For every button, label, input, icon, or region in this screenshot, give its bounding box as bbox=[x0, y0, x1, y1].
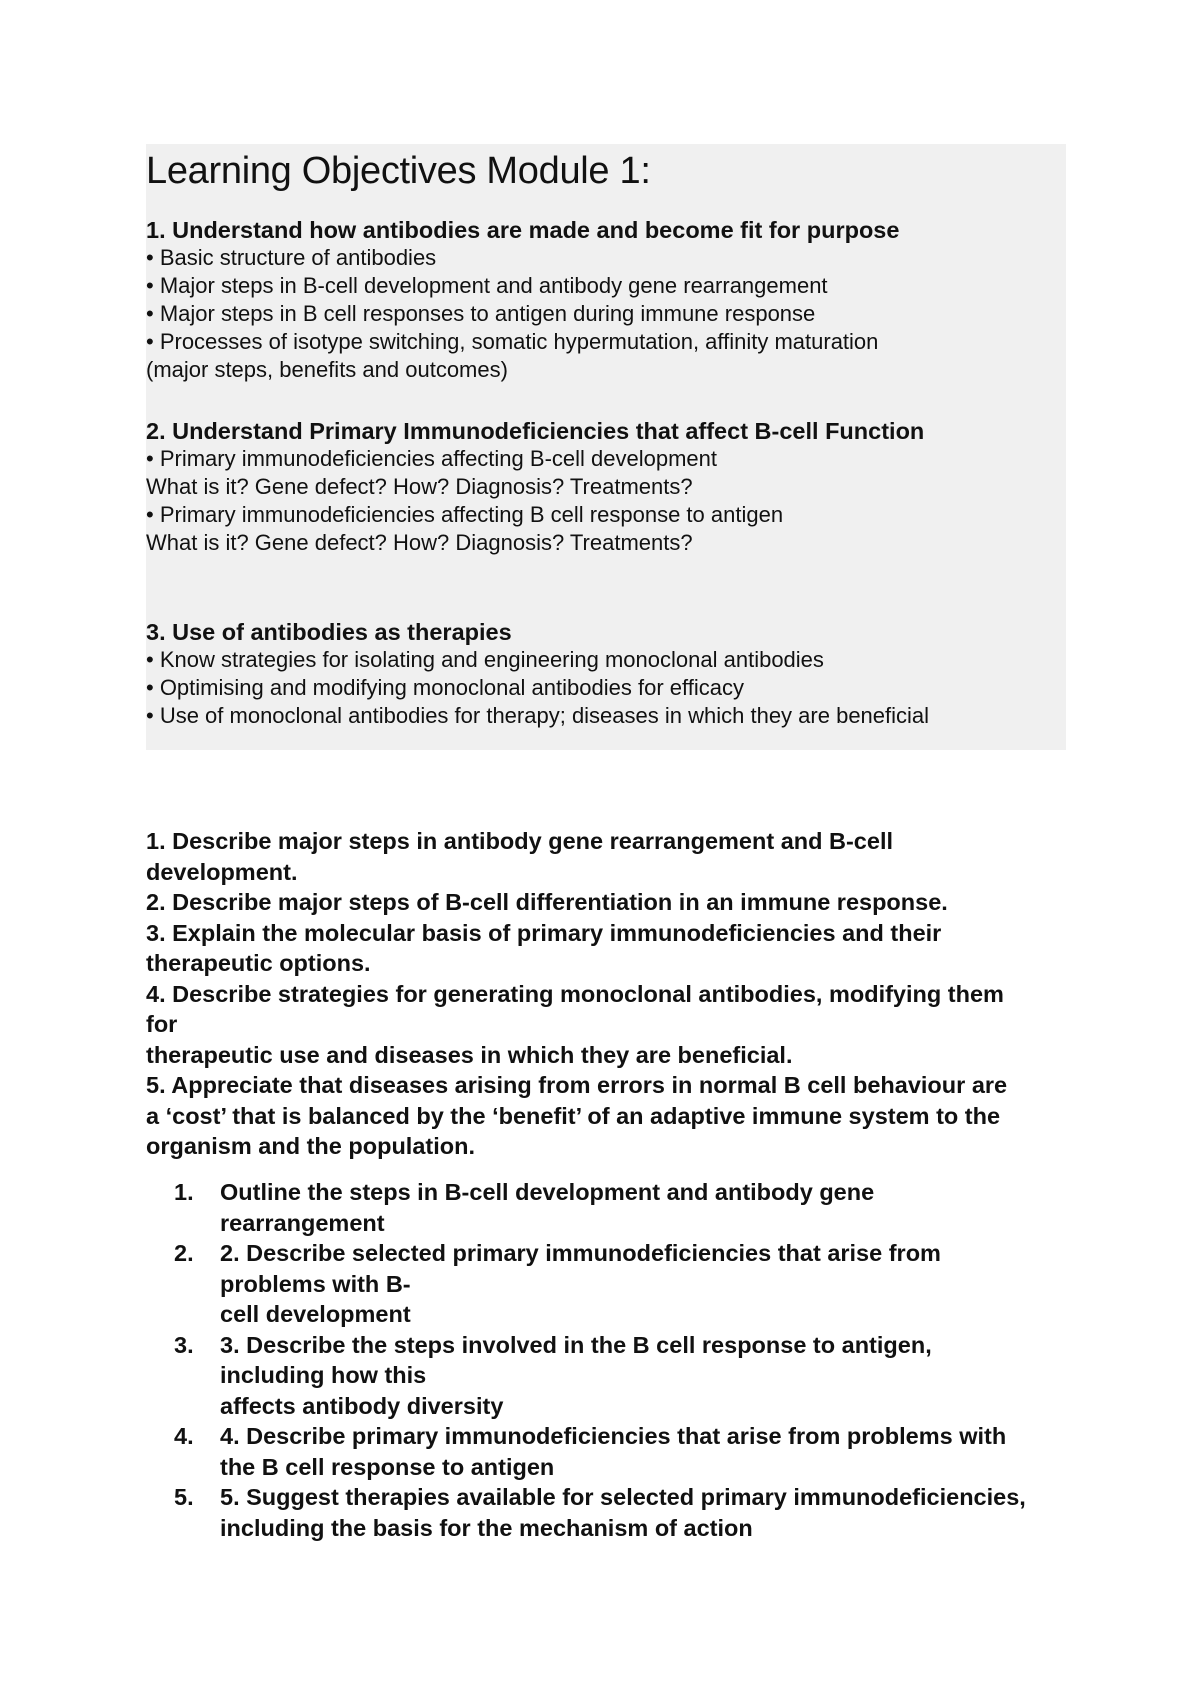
list-item-line: Outline the steps in B-cell development and antibody gene bbox=[220, 1179, 875, 1205]
section-3 bbox=[146, 618, 1061, 730]
bullet-line: • Major steps in B-cell development and antibody gene rearrangement bbox=[146, 273, 828, 298]
list-item-line: 4. Describe primary immunodeficiencies that arise from problems with bbox=[220, 1423, 1007, 1449]
bullet-line: • Use of monoclonal antibodies for therapy; diseases in which they are beneficial bbox=[146, 703, 930, 728]
list-item-line: 2. Describe selected primary immunodeficiencies that arise from bbox=[220, 1240, 941, 1266]
section-heading: 1. Understand how antibodies are made and become fit for purpose bbox=[146, 217, 900, 243]
section-heading: 2. Understand Primary Immunodeficiencies that affect B-cell Function bbox=[146, 418, 925, 444]
list-item-line: the B cell response to antigen bbox=[220, 1453, 555, 1480]
list-item-line: including the basis for the mechanism of action bbox=[220, 1514, 753, 1541]
list-item-line: affects antibody diversity bbox=[220, 1392, 504, 1419]
section-heading: 3. Use of antibodies as therapies bbox=[146, 619, 512, 645]
list-item-line: including how this bbox=[220, 1362, 427, 1388]
list-number: 5. bbox=[174, 1484, 194, 1510]
objective-line: 1. Describe major steps in antibody gene rearrangement and B-cell bbox=[146, 828, 894, 854]
objective-line: development. bbox=[146, 858, 298, 885]
section-2 bbox=[146, 417, 1061, 557]
bullet-line: What is it? Gene defect? How? Diagnosis? Treatments? bbox=[146, 530, 693, 555]
list-number: 4. bbox=[174, 1423, 194, 1449]
bullet-line: What is it? Gene defect? How? Diagnosis? Treatments? bbox=[146, 474, 693, 499]
list-item-line: cell development bbox=[220, 1301, 411, 1327]
objective-line: 4. Describe strategies for generating monoclonal antibodies, modifying them bbox=[146, 980, 1004, 1007]
list-number: 1. bbox=[174, 1179, 194, 1205]
list-item bbox=[146, 1177, 1066, 1238]
list-item bbox=[146, 1238, 1066, 1330]
objective-line: for bbox=[146, 1011, 178, 1037]
list-item-line: rearrangement bbox=[220, 1209, 385, 1236]
page-title: Learning Objectives Module 1: bbox=[146, 150, 651, 192]
objective-line: therapeutic options. bbox=[146, 950, 371, 976]
objective-line: organism and the population. bbox=[146, 1133, 475, 1159]
bullet-line: • Optimising and modifying monoclonal antibodies for efficacy bbox=[146, 675, 744, 700]
list-item-line: 3. Describe the steps involved in the B cell response to antigen, bbox=[220, 1331, 932, 1358]
section-1 bbox=[146, 216, 1061, 384]
list-number: 2. bbox=[174, 1240, 194, 1266]
list-item bbox=[146, 1482, 1066, 1543]
bullet-line: • Primary immunodeficiencies affecting B-cell development bbox=[146, 446, 717, 471]
bullet-line: • Know strategies for isolating and engineering monoclonal antibodies bbox=[146, 647, 824, 672]
bullet-line: • Processes of isotype switching, somatic hypermutation, affinity maturation bbox=[146, 329, 879, 354]
learning-objectives-box bbox=[146, 148, 1061, 730]
objective-line: 2. Describe major steps of B-cell differentiation in an immune response. bbox=[146, 889, 948, 915]
list-item bbox=[146, 1421, 1066, 1482]
objective-line: 3. Explain the molecular basis of primary immunodeficiencies and their bbox=[146, 919, 942, 946]
bullet-line: • Basic structure of antibodies bbox=[146, 245, 437, 270]
list-item-line: 5. Suggest therapies available for selected primary immunodeficiencies, bbox=[220, 1484, 1026, 1510]
numbered-objectives bbox=[146, 826, 1066, 1162]
objective-line: 5. Appreciate that diseases arising from errors in normal B cell behaviour are bbox=[146, 1072, 1008, 1098]
bullet-line: • Major steps in B cell responses to antigen during immune response bbox=[146, 301, 816, 326]
bullet-line: (major steps, benefits and outcomes) bbox=[146, 357, 508, 382]
outline-list bbox=[146, 1177, 1066, 1543]
bullet-line: • Primary immunodeficiencies affecting B cell response to antigen bbox=[146, 502, 784, 527]
objective-line: therapeutic use and diseases in which they are beneficial. bbox=[146, 1041, 793, 1068]
list-item-line: problems with B- bbox=[220, 1270, 411, 1297]
list-item bbox=[146, 1330, 1066, 1422]
list-number: 3. bbox=[174, 1331, 194, 1358]
objective-line: a ‘cost’ that is balanced by the ‘benefit’ of an adaptive immune system to the bbox=[146, 1102, 1001, 1129]
